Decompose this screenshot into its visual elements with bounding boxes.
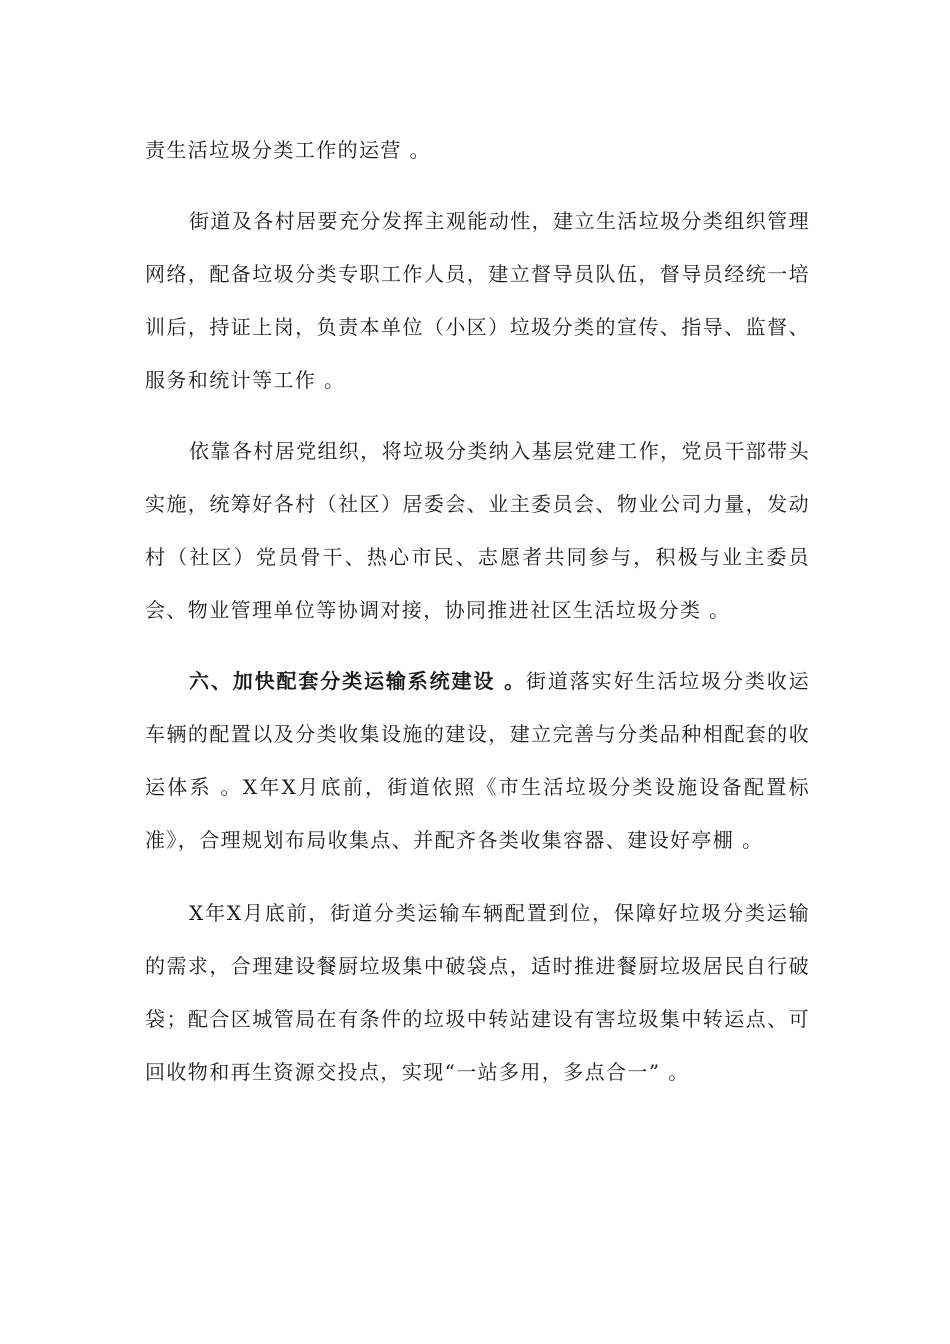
paragraph-party-building: 依靠各村居党组织，将垃圾分类纳入基层党建工作，党员干部带头实施，统筹好各村（社区）居委会、业主委员会、物业公司力量，发动村（社区）党员骨干、热心市民、志愿者共同参与，积极与业主委员会、物业管理单位等协调对接，协同推进社区生活垃圾分类 。: [145, 439, 810, 622]
paragraph-transport-text: 街道落实好生活垃圾分类收运车辆的配置以及分类收集设施的建设，建立完善与分类品种相配套的收运体系 。X年X月底前，街道依照《市生活垃圾分类设施设备配置标准》，合理规划布局收集点、并配齐各类收集容器、建设好亭棚 。: [145, 669, 810, 852]
document-body: [145, 124, 810, 1099]
paragraph-vehicle-deadline: X年X月底前，街道分类运输车辆配置到位，保障好垃圾分类运输的需求，合理建设餐厨垃圾集中破袋点，适时推进餐厨垃圾居民自行破袋；配合区城管局在有条件的垃圾中转站建设有害垃圾集中转运点、可回收物和再生资源交投点，实现“一站多用，多点合一” 。: [145, 901, 810, 1084]
paragraph-organization-network: 街道及各村居要充分发挥主观能动性，建立生活垃圾分类组织管理网络，配备垃圾分类专职工作人员，建立督导员队伍，督导员经统一培训后，持证上岗，负责本单位（小区）垃圾分类的宣传、指导、监督、服务和统计等工作 。: [145, 209, 810, 392]
section-heading-six: 六、加快配套分类运输系统建设 。: [189, 669, 527, 693]
paragraph-transport-system: [145, 655, 810, 867]
paragraph-continuation: 责生活垃圾分类工作的运营 。: [145, 138, 431, 162]
